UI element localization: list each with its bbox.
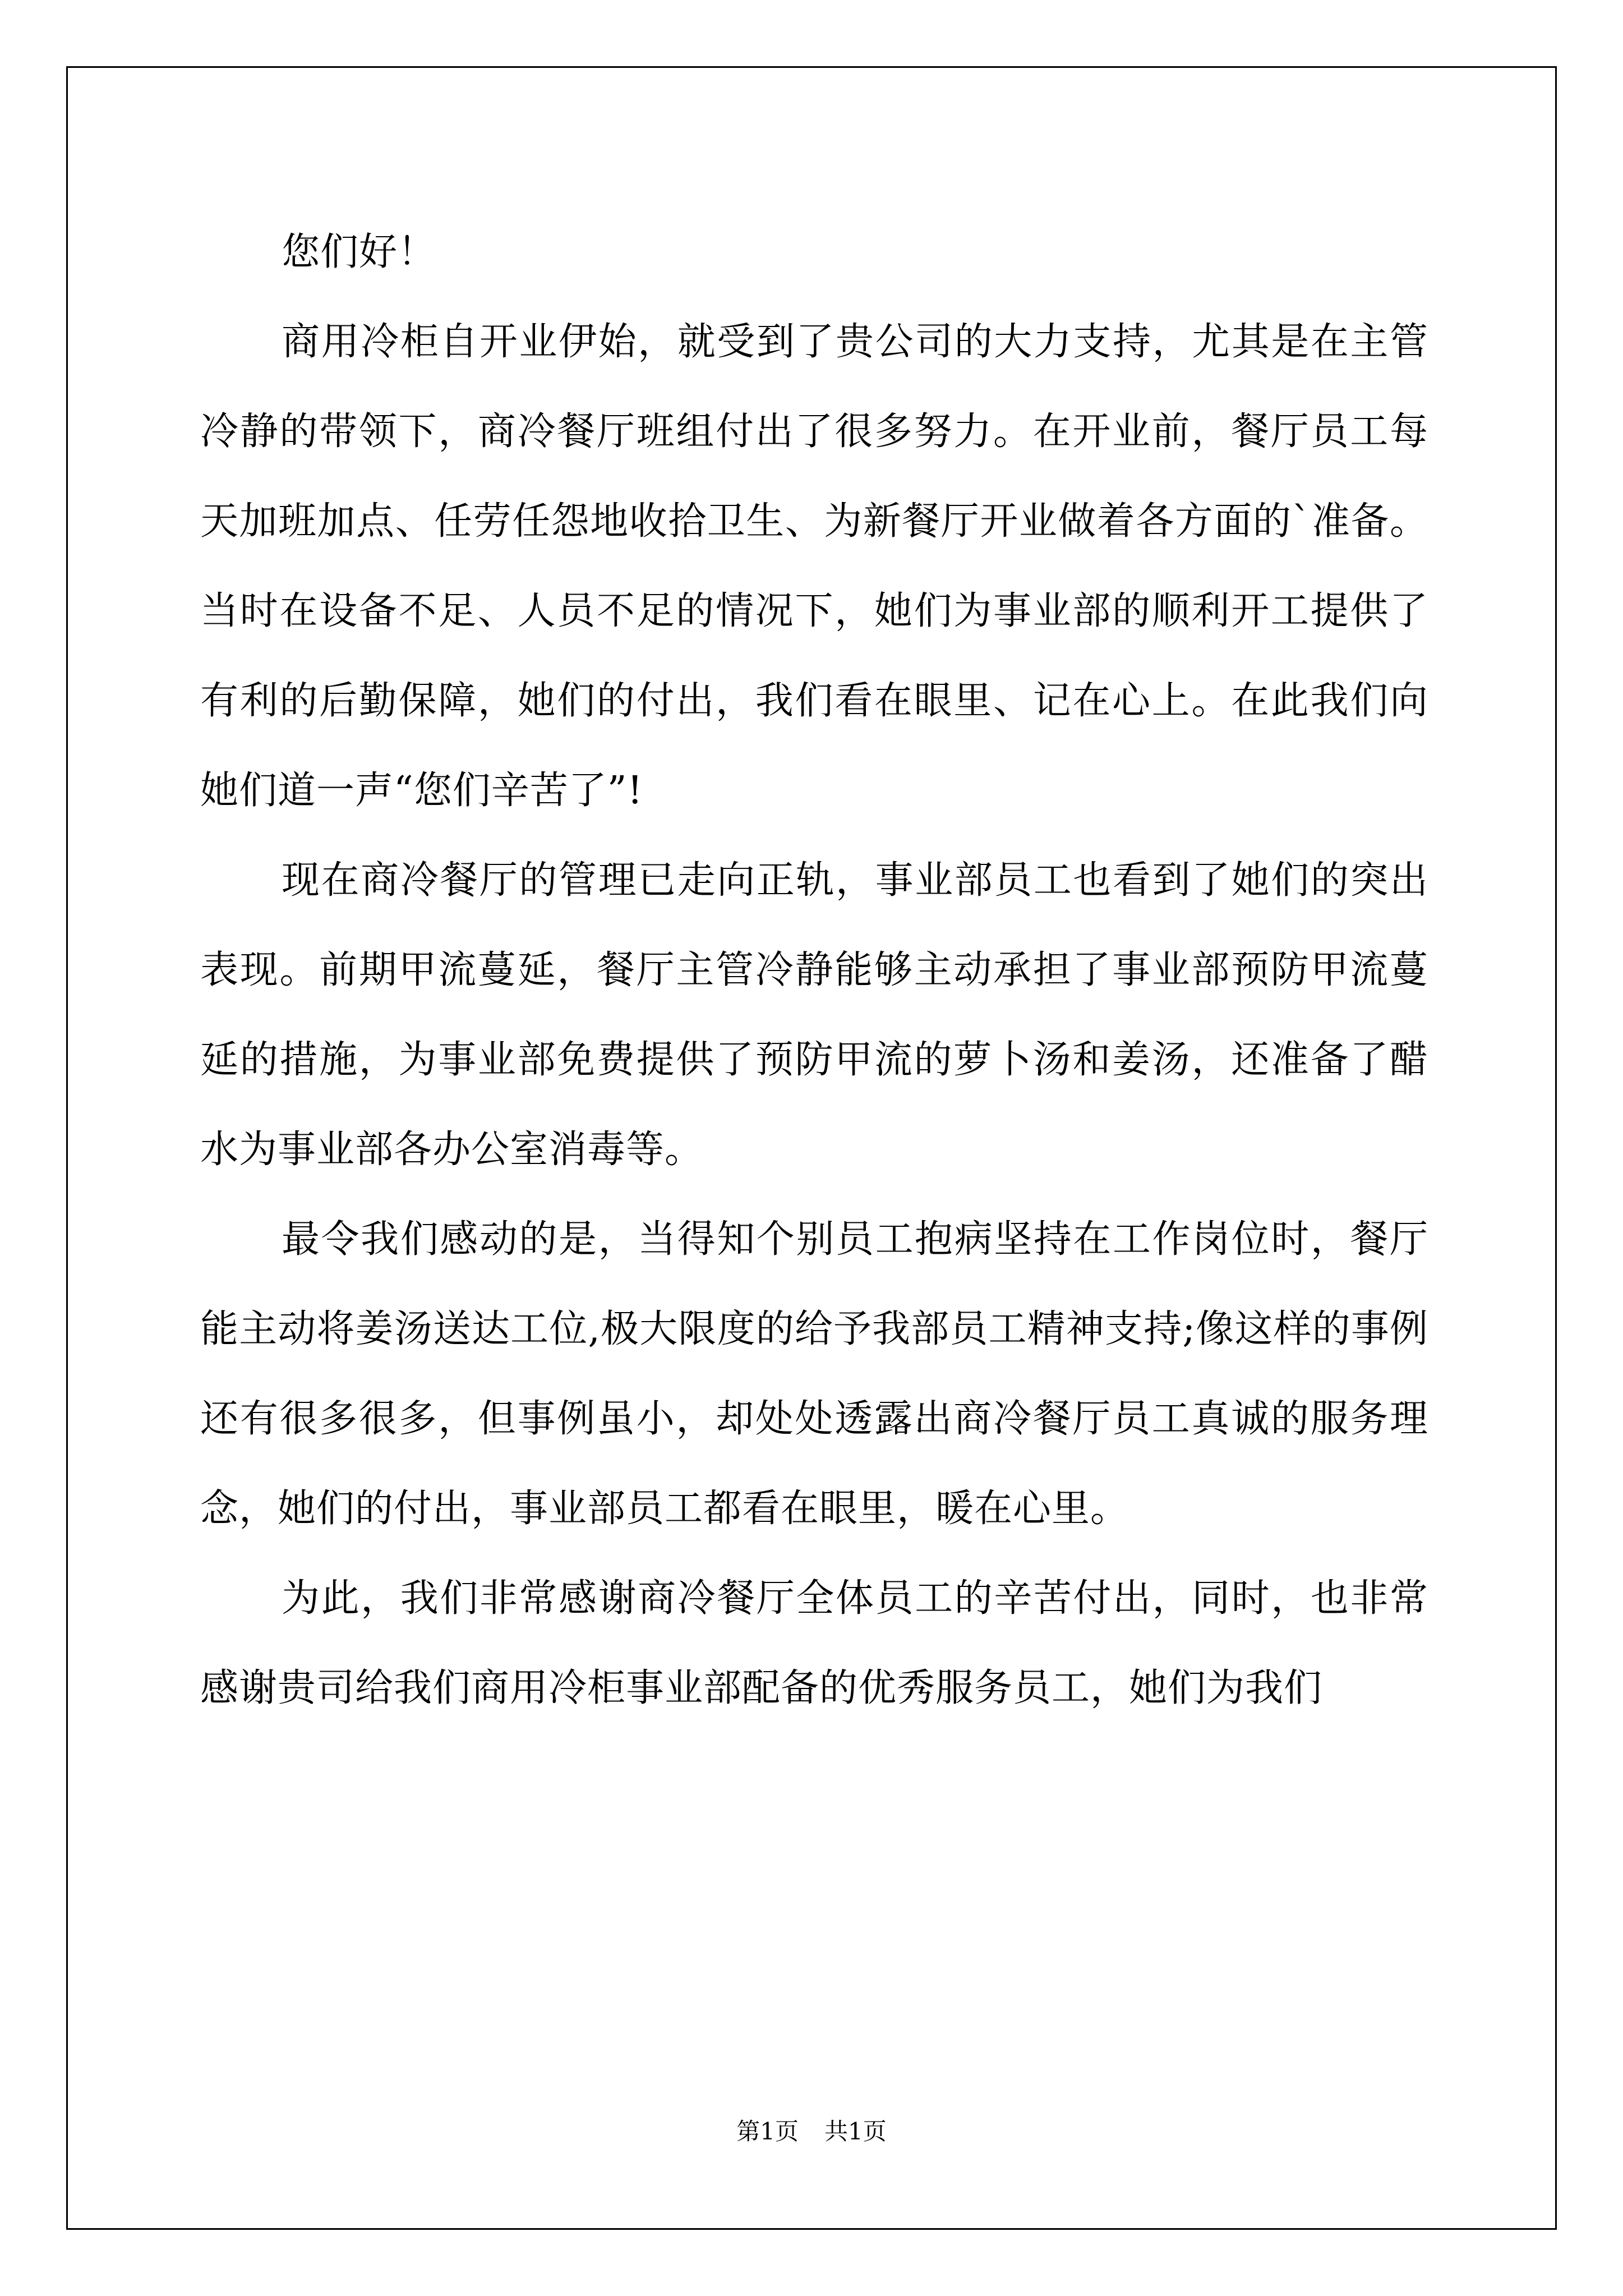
page-number-current: 第1页: [736, 2118, 799, 2145]
paragraph-4: 为此，我们非常感谢商冷餐厅全体员工的辛苦付出，同时，也非常感谢贵司给我们商用冷柜事业部配备的优秀服务员工，她们为我们: [200, 1576, 1428, 1710]
page-footer: [0, 2115, 1623, 2148]
page-number-total: 共1页: [824, 2118, 887, 2145]
paragraph-1: 商用冷柜自开业伊始，就受到了贵公司的大力支持，尤其是在主管冷静的带领下，商冷餐厅班组付出了很多努力。在开业前，餐厅员工每天加班加点、任劳任怨地收拾卫生、为新餐厅开业做着各方面的`准备。当时在设备不足、人员不足的情况下，她们为事业部的顺利开工提供了有利的后勤保障，她们的付出，我们看在眼里、记在心上。在此我们向她们道一声“您们辛苦了”!: [200, 320, 1428, 813]
letter-body: [200, 208, 1428, 1733]
paragraph-2: 现在商冷餐厅的管理已走向正轨，事业部员工也看到了她们的突出表现。前期甲流蔓延，餐厅主管冷静能够主动承担了事业部预防甲流蔓延的措施，为事业部免费提供了预防甲流的萝卜汤和姜汤，还准备了醋水为事业部各办公室消毒等。: [200, 858, 1428, 1172]
greeting-line: 您们好！: [282, 230, 437, 274]
paragraph-3: 最令我们感动的是，当得知个别员工抱病坚持在工作岗位时，餐厅能主动将姜汤送达工位,极大限度的给予我部员工精神支持;像这样的事例还有很多很多，但事例虽小，却处处透露出商冷餐厅员工真诚的服务理念，她们的付出，事业部员工都看在眼里，暖在心里。: [200, 1217, 1428, 1531]
